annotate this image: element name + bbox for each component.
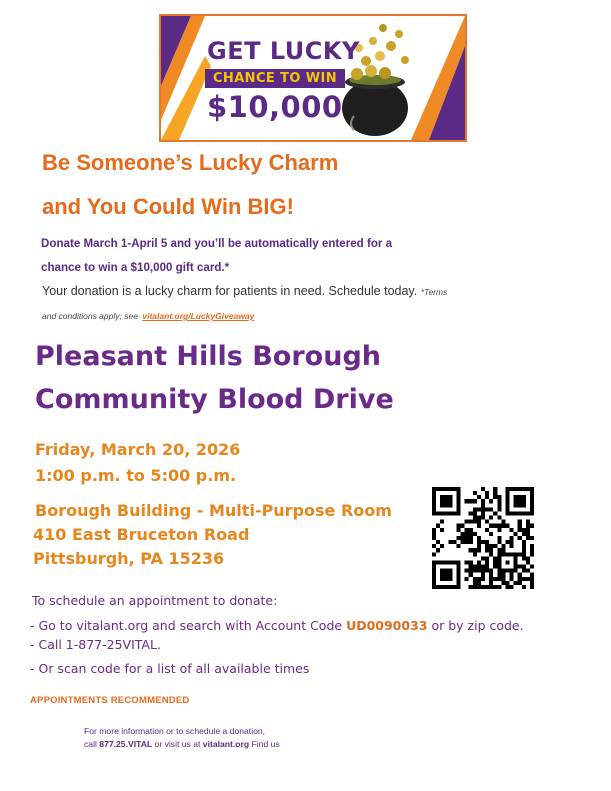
- schedule-step-web: [30, 618, 524, 633]
- footer-line-1: For more information or to schedule a donation,: [84, 726, 266, 736]
- terms-note-start: *Terms: [420, 287, 448, 297]
- account-code: UD0090033: [346, 618, 428, 633]
- event-location: Borough Building - Multi-Purpose Room: [35, 501, 392, 520]
- event-time: 1:00 p.m. to 5:00 p.m.: [35, 466, 237, 485]
- giveaway-link[interactable]: vitalant.org/LuckyGiveaway: [142, 311, 255, 321]
- banner-amount: $10,000: [207, 90, 343, 124]
- schedule-step-call: - Call 1-877-25VITAL.: [30, 637, 161, 652]
- footer-phone[interactable]: 877.25.VITAL: [99, 739, 153, 749]
- event-address-line-2: Pittsburgh, PA 15236: [33, 549, 225, 568]
- terms-note: and conditions apply; see: [42, 311, 138, 321]
- promo-lucky-charm-text: Your donation is a lucky charm for patients in need. Schedule today.: [42, 284, 418, 298]
- event-title-line-2: Community Blood Drive: [35, 384, 394, 415]
- appointments-recommended: APPOINTMENTS RECOMMENDED: [30, 695, 190, 706]
- terms-line: [42, 306, 254, 324]
- headline-line-1: Be Someone’s Lucky Charm: [42, 150, 339, 175]
- footer-visit: or visit us at: [154, 739, 201, 749]
- footer-find-us: Find us: [251, 739, 280, 749]
- promo-text-line-3: [42, 284, 447, 298]
- event-date: Friday, March 20, 2026: [35, 440, 241, 459]
- event-address-line-1: 410 East Bruceton Road: [33, 525, 250, 544]
- schedule-step-scan: - Or scan code for a list of all available times: [30, 661, 310, 676]
- event-title-line-1: Pleasant Hills Borough: [35, 341, 381, 372]
- footer-call: call: [84, 739, 97, 749]
- promo-text-line-2: chance to win a $10,000 gift card.*: [41, 261, 230, 274]
- schedule-step-web-a: - Go to vitalant.org and search with Account Code: [30, 618, 343, 633]
- banner-chance-to-win: CHANCE TO WIN: [205, 69, 345, 88]
- promo-text-line-1: Donate March 1-April 5 and you’ll be automatically entered for a: [41, 237, 393, 250]
- promo-banner: [159, 14, 467, 142]
- footer-site-link[interactable]: vitalant.org: [202, 739, 250, 749]
- footer-line-2: [84, 739, 280, 749]
- banner-get-lucky: GET LUCKY: [207, 37, 360, 65]
- qr-code-icon[interactable]: [432, 487, 534, 589]
- schedule-intro: To schedule an appointment to donate:: [32, 593, 278, 608]
- headline-line-2: and You Could Win BIG!: [42, 194, 294, 219]
- schedule-step-web-b: or by zip code.: [431, 618, 524, 633]
